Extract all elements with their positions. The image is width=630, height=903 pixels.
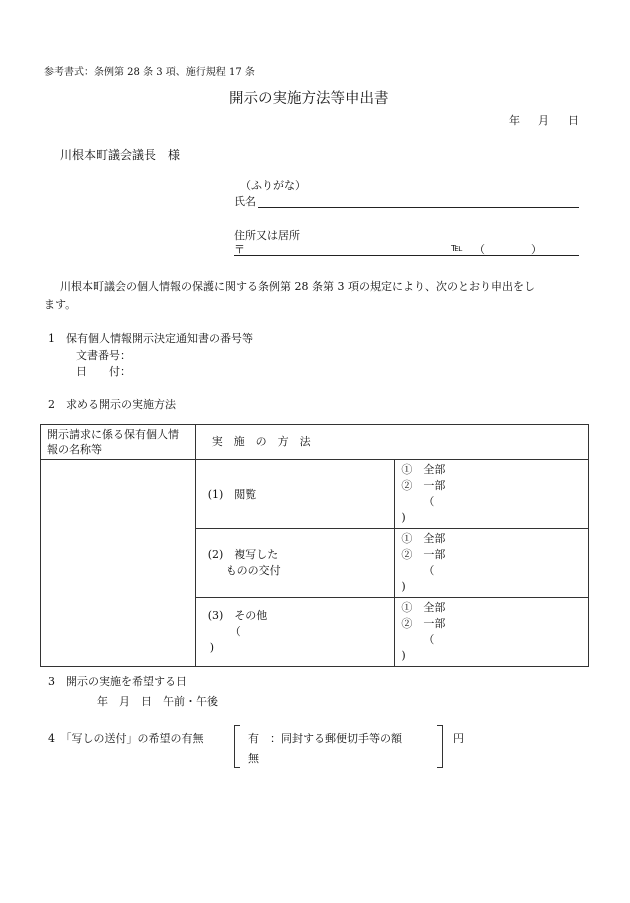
method-cell-3	[195, 598, 395, 667]
section1-heading: 1 保有個人情報開示決定通知書の番号等	[48, 332, 253, 345]
method-label-2: (2) 複写した	[207, 548, 279, 561]
date-day: 日	[568, 114, 579, 127]
option-cell-1[interactable]	[395, 460, 589, 529]
method-cell-1	[195, 460, 395, 529]
option-paren-close-1: )	[401, 511, 406, 524]
tel-paren-close: ）	[531, 243, 542, 256]
header-method	[195, 425, 588, 460]
option-paren-close-2: )	[401, 580, 406, 593]
tel-paren-open: （	[474, 243, 485, 256]
option-all-1[interactable]: ① 全部	[401, 463, 446, 476]
page-title: 開示の実施方法等申出書	[229, 91, 389, 107]
address-underline[interactable]	[234, 255, 579, 256]
name-label: 氏名	[234, 195, 256, 208]
addressee: 川根本町議会議長 様	[60, 148, 181, 162]
notice-date-label: 日 付：	[76, 365, 131, 378]
tel-mark: ℡	[451, 241, 463, 254]
address-label: 住所又は居所	[234, 229, 300, 242]
method-other-paren-close: )	[209, 641, 214, 654]
right-bracket	[437, 725, 443, 768]
option-paren-open-2: （	[423, 564, 435, 577]
option-all-3[interactable]: ① 全部	[401, 601, 446, 614]
yen-unit: 円	[453, 732, 464, 745]
method-label-2b: ものの交付	[225, 564, 281, 577]
option-part-1[interactable]: ② 一部	[401, 479, 446, 492]
header-info-name-line2: 報の名称等	[47, 443, 102, 456]
header-info-name-line1: 開示請求に係る保有個人情	[47, 428, 179, 441]
section4-heading: 4 「写しの送付」の希望の有無	[48, 732, 204, 745]
header-method-label: 実 施 の 方 法	[211, 435, 311, 448]
section2-heading: 2 求める開示の実施方法	[48, 398, 176, 411]
section3-heading: 3 開示の実施を希望する日	[48, 675, 187, 688]
postal-mark: 〒	[234, 243, 245, 256]
furigana-label: （ふりがな）	[240, 179, 306, 192]
option-cell-2[interactable]	[395, 529, 589, 598]
option-all-2[interactable]: ① 全部	[401, 532, 446, 545]
option-paren-open-1: （	[423, 495, 435, 508]
doc-number-label: 文書番号：	[76, 349, 131, 362]
body-text-line2: ます。	[44, 298, 77, 311]
disclosure-method-table	[40, 424, 589, 667]
mail-yes-option[interactable]: 有 ：同封する郵便切手等の額	[248, 732, 402, 745]
option-part-3[interactable]: ② 一部	[401, 617, 446, 630]
info-name-cell[interactable]	[41, 460, 196, 667]
mail-no-option[interactable]: 無	[248, 752, 259, 765]
method-label-3: (3) その他	[207, 609, 268, 622]
reference-note: 参考書式：条例第 28 条 3 項、施行規程 17 条	[44, 67, 255, 78]
option-paren-close-3: )	[401, 649, 406, 662]
option-cell-3[interactable]	[395, 598, 589, 667]
method-other-paren-open: （	[229, 625, 241, 638]
date-year: 年	[509, 114, 520, 127]
option-part-2[interactable]: ② 一部	[401, 548, 446, 561]
header-info-name	[41, 425, 196, 460]
date-month: 月	[538, 114, 549, 127]
left-bracket	[234, 725, 240, 768]
method-cell-2	[195, 529, 395, 598]
method-label-1: (1) 閲覧	[207, 488, 257, 501]
option-paren-open-3: （	[423, 633, 435, 646]
preferred-date[interactable]: 年 月 日 午前・午後	[97, 695, 218, 708]
name-underline[interactable]	[258, 207, 579, 208]
body-text-line1: 川根本町議会の個人情報の保護に関する条例第 28 条第 3 項の規定により、次のとおり申出をし	[60, 280, 535, 293]
